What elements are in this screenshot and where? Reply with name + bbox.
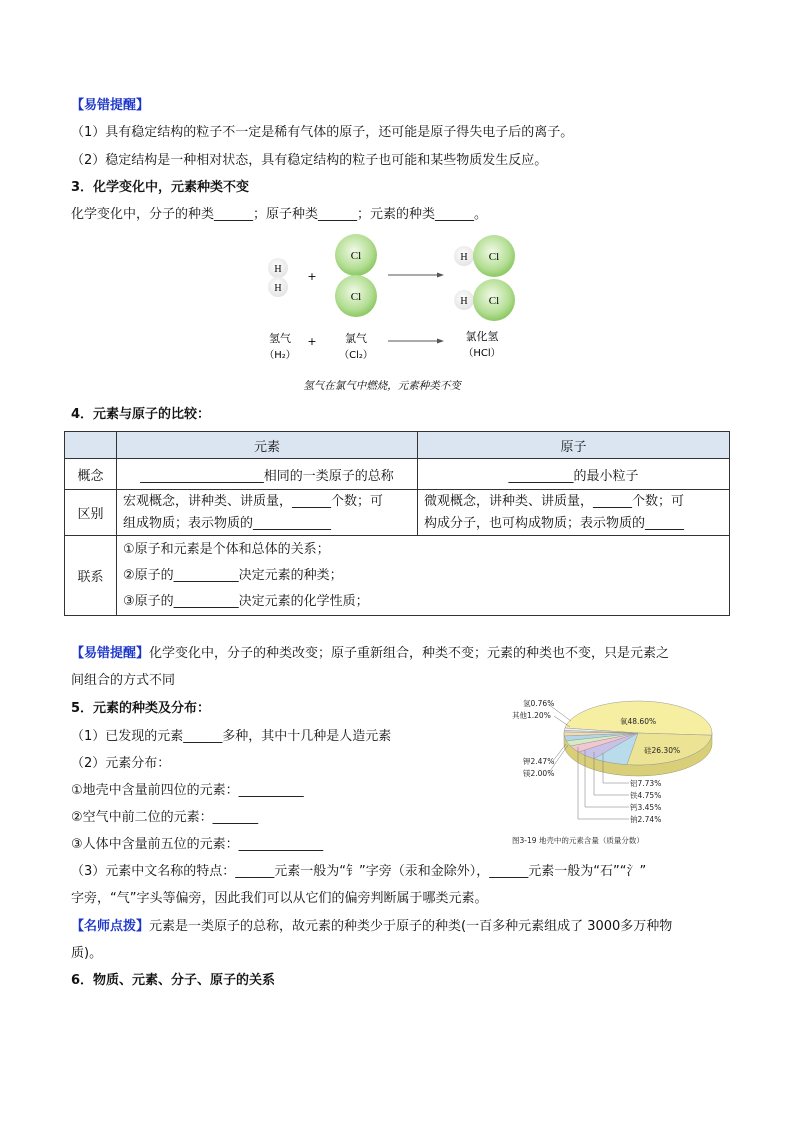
pie-svg xyxy=(508,697,730,852)
pie-label-6: 钾2.47% xyxy=(523,757,555,766)
pie-label-1: 硅26.30% xyxy=(644,746,681,755)
header-element: 元素 xyxy=(117,432,418,459)
tip2-title: 【易错提醒】 xyxy=(71,646,150,661)
comparison-table xyxy=(64,431,730,616)
tip1-item-1: （1）具有稳定结构的粒子不一定是稀有气体的原子，还可能是原子得失电子后的离子。 xyxy=(71,125,574,140)
cl-label-2: Cl xyxy=(350,291,362,303)
tip2-text1: 化学变化中，分子的种类改变；原子重新组合，种类不变；元素的种类也不变，只是元素之 xyxy=(149,646,670,661)
sec5-sub1: ①地壳中含量前四位的元素：__________ xyxy=(71,783,304,798)
pie-leader-8 xyxy=(548,704,571,721)
sec5-item3-line1: （3）元素中文名称的特点：______元素一般为“钅”字旁（汞和金除外），______元素一般为“石”“氵” xyxy=(71,864,647,879)
difference-element-line1: 宏观概念，讲种类、讲质量，______个数；可 xyxy=(123,493,384,509)
label-difference: 区别 xyxy=(65,490,117,536)
tip2-line2: 间组合的方式不同 xyxy=(71,673,176,688)
relation-line2: ②原子的__________决定元素的种类； xyxy=(123,567,343,583)
tip3-line1 xyxy=(71,918,672,936)
h-label-1: H xyxy=(274,264,282,275)
relation-line3: ③原子的__________决定元素的化学性质； xyxy=(123,593,369,609)
table-header-row xyxy=(65,432,730,459)
difference-atom xyxy=(418,490,730,536)
table-row-difference xyxy=(65,490,730,536)
crust-elements-pie-chart xyxy=(508,697,730,852)
pie-label-5: 钠2.74% xyxy=(630,815,662,824)
pie-leader-6 xyxy=(552,744,566,762)
reactant-2-formula: （Cl₂） xyxy=(339,350,373,361)
concept-atom: __________的最小粒子 xyxy=(418,459,730,490)
sec6-heading: 6．物质、元素、分子、原子的关系 xyxy=(71,973,276,988)
difference-atom-line1: 微观概念，讲种类、讲质量，______个数；可 xyxy=(424,493,685,509)
reaction-svg xyxy=(260,232,530,397)
plus-sign-top: + xyxy=(307,270,317,283)
tip3-title: 【名师点拨】 xyxy=(71,919,150,934)
pie-label-4: 钙3.45% xyxy=(630,803,662,812)
product-name: 氯化氢 xyxy=(465,330,499,343)
sec5-item3-line2: 字旁，“气”字头等偏旁，因此我们可以从它们的偏旁判断属于哪类元素。 xyxy=(71,891,488,906)
reactant-2-name: 氯气 xyxy=(345,332,367,345)
sec5-sub3: ③人体中含量前五位的元素：_____________ xyxy=(71,837,324,852)
hcl-cl-label-1: Cl xyxy=(488,251,500,263)
pie-label-9: 其他1.20% xyxy=(512,711,551,720)
relation-content xyxy=(117,536,730,616)
h-label-2: H xyxy=(274,283,282,294)
label-concept: 概念 xyxy=(65,459,117,490)
concept-element: ___________________相同的一类原子的总称 xyxy=(117,459,418,490)
tip2-line1 xyxy=(71,645,669,663)
pie-label-0: 氧48.60% xyxy=(620,717,657,726)
sec4-heading: 4．元素与原子的比较： xyxy=(71,407,211,422)
sec5-item1: （1）已发现的元素______多种，其中十几种是人造元素 xyxy=(71,729,392,744)
diagram-caption: 氢气在氯气中燃烧，元素种类不变 xyxy=(303,380,461,392)
pie-caption: 图3-19 地壳中的元素含量（质量分数） xyxy=(512,836,644,845)
difference-atom-line2: 构成分子，也可构成物质；表示物质的______ xyxy=(424,515,685,531)
sec3-text: 化学变化中，分子的种类______；原子种类______；元素的种类______。 xyxy=(71,207,488,222)
tip1-item-2: （2）稳定结构是一种相对状态，具有稳定结构的粒子也可能和某些物质发生反应。 xyxy=(71,153,548,168)
table-row-relation xyxy=(65,536,730,616)
cl-label-1: Cl xyxy=(350,250,362,262)
sec5-item2: （2）元素分布： xyxy=(71,756,171,771)
plus-sign-bottom: + xyxy=(307,335,317,348)
sec5-heading: 5．元素的种类及分布： xyxy=(71,701,211,716)
pie-label-3: 铁4.75% xyxy=(630,791,662,800)
hcl-cl-label-2: Cl xyxy=(488,295,500,307)
table-row-concept xyxy=(65,459,730,490)
reactant-1-formula: （H₂） xyxy=(264,350,296,361)
pie-leader-9 xyxy=(554,716,570,727)
tip1-title: 【易错提醒】 xyxy=(71,98,150,113)
reactant-1-name: 氢气 xyxy=(269,332,291,345)
tip3-line2: 质)。 xyxy=(71,946,103,961)
sec5-sub2: ②空气中前二位的元素：_______ xyxy=(71,810,259,825)
hcl-h-label-2: H xyxy=(460,296,468,307)
tip3-text1: 元素是一类原子的总称，故元素的种类少于原子的种类(一百多种元素组成了 3000多万种物 xyxy=(149,919,673,934)
sec3-heading: 3．化学变化中，元素种类不变 xyxy=(71,180,250,195)
relation-line1: ①原子和元素是个体和总体的关系； xyxy=(123,541,330,557)
difference-element xyxy=(117,490,418,536)
header-atom: 原子 xyxy=(418,432,730,459)
pie-label-2: 铝7.73% xyxy=(630,779,662,788)
pie-label-8: 氢0.76% xyxy=(523,699,555,708)
hcl-h-label-1: H xyxy=(460,252,468,263)
pie-label-7: 镁2.00% xyxy=(523,769,555,778)
reaction-diagram xyxy=(260,232,530,397)
label-relation: 联系 xyxy=(65,536,117,616)
header-blank xyxy=(65,432,117,459)
difference-element-line2: 组成物质；表示物质的____________ xyxy=(123,515,332,531)
product-formula: （HCl） xyxy=(463,348,501,359)
